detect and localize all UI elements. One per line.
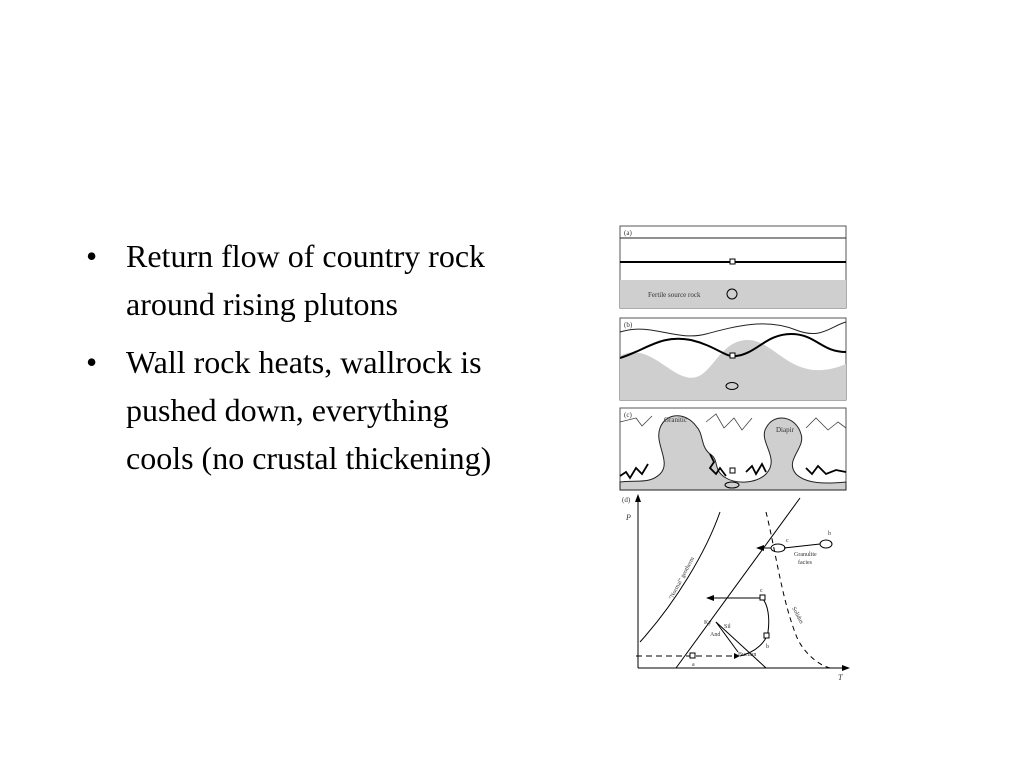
facies-label: facies (798, 560, 812, 566)
panel-a-label: (a) (624, 229, 632, 237)
sil-label: Sil (724, 624, 731, 630)
panel-c (620, 408, 846, 490)
granulite-label: Granulite (794, 552, 817, 558)
bullet-text: Return flow of country rock around rising plutons (126, 238, 486, 322)
panel-b (620, 318, 846, 400)
panel-d-label: (d) (622, 496, 631, 504)
panel-a (620, 226, 846, 308)
pt-a-label: a (692, 662, 695, 668)
bullet-symbol: • (86, 344, 98, 380)
bullet-symbol: • (86, 238, 98, 274)
bullet-item-return-flow (86, 232, 506, 328)
panel-d (622, 494, 850, 682)
diapir-figure-svg (616, 222, 852, 684)
pt-c-label: c (786, 538, 789, 544)
panel-b-label: (b) (624, 321, 633, 329)
ky-label: Ky (704, 620, 712, 626)
solidus-label: Solidus (790, 606, 804, 625)
pt-b-label: b (828, 531, 831, 537)
diapir-label: Diapir (776, 426, 794, 434)
buchan-label: Buchan (738, 652, 757, 658)
source-rock-label: Fertile source rock (648, 291, 701, 299)
t-axis-label: T (838, 673, 843, 682)
diapir-figure (616, 222, 852, 684)
granitic-label: Granitic (664, 416, 687, 424)
bullet-item-wall-rock (86, 338, 506, 482)
pt-c2-label: c (760, 588, 763, 594)
and-label: And (710, 632, 721, 638)
geotherm-label: "Normal" geotherm (668, 556, 697, 601)
pt-b2-label: b (766, 644, 769, 650)
p-axis-label: P (626, 513, 631, 522)
panel-c-label: (c) (624, 411, 632, 419)
bullet-text: Wall rock heats, wallrock is pushed down, everything cools (no crustal thickening) (126, 344, 492, 476)
bullet-list (86, 232, 506, 492)
